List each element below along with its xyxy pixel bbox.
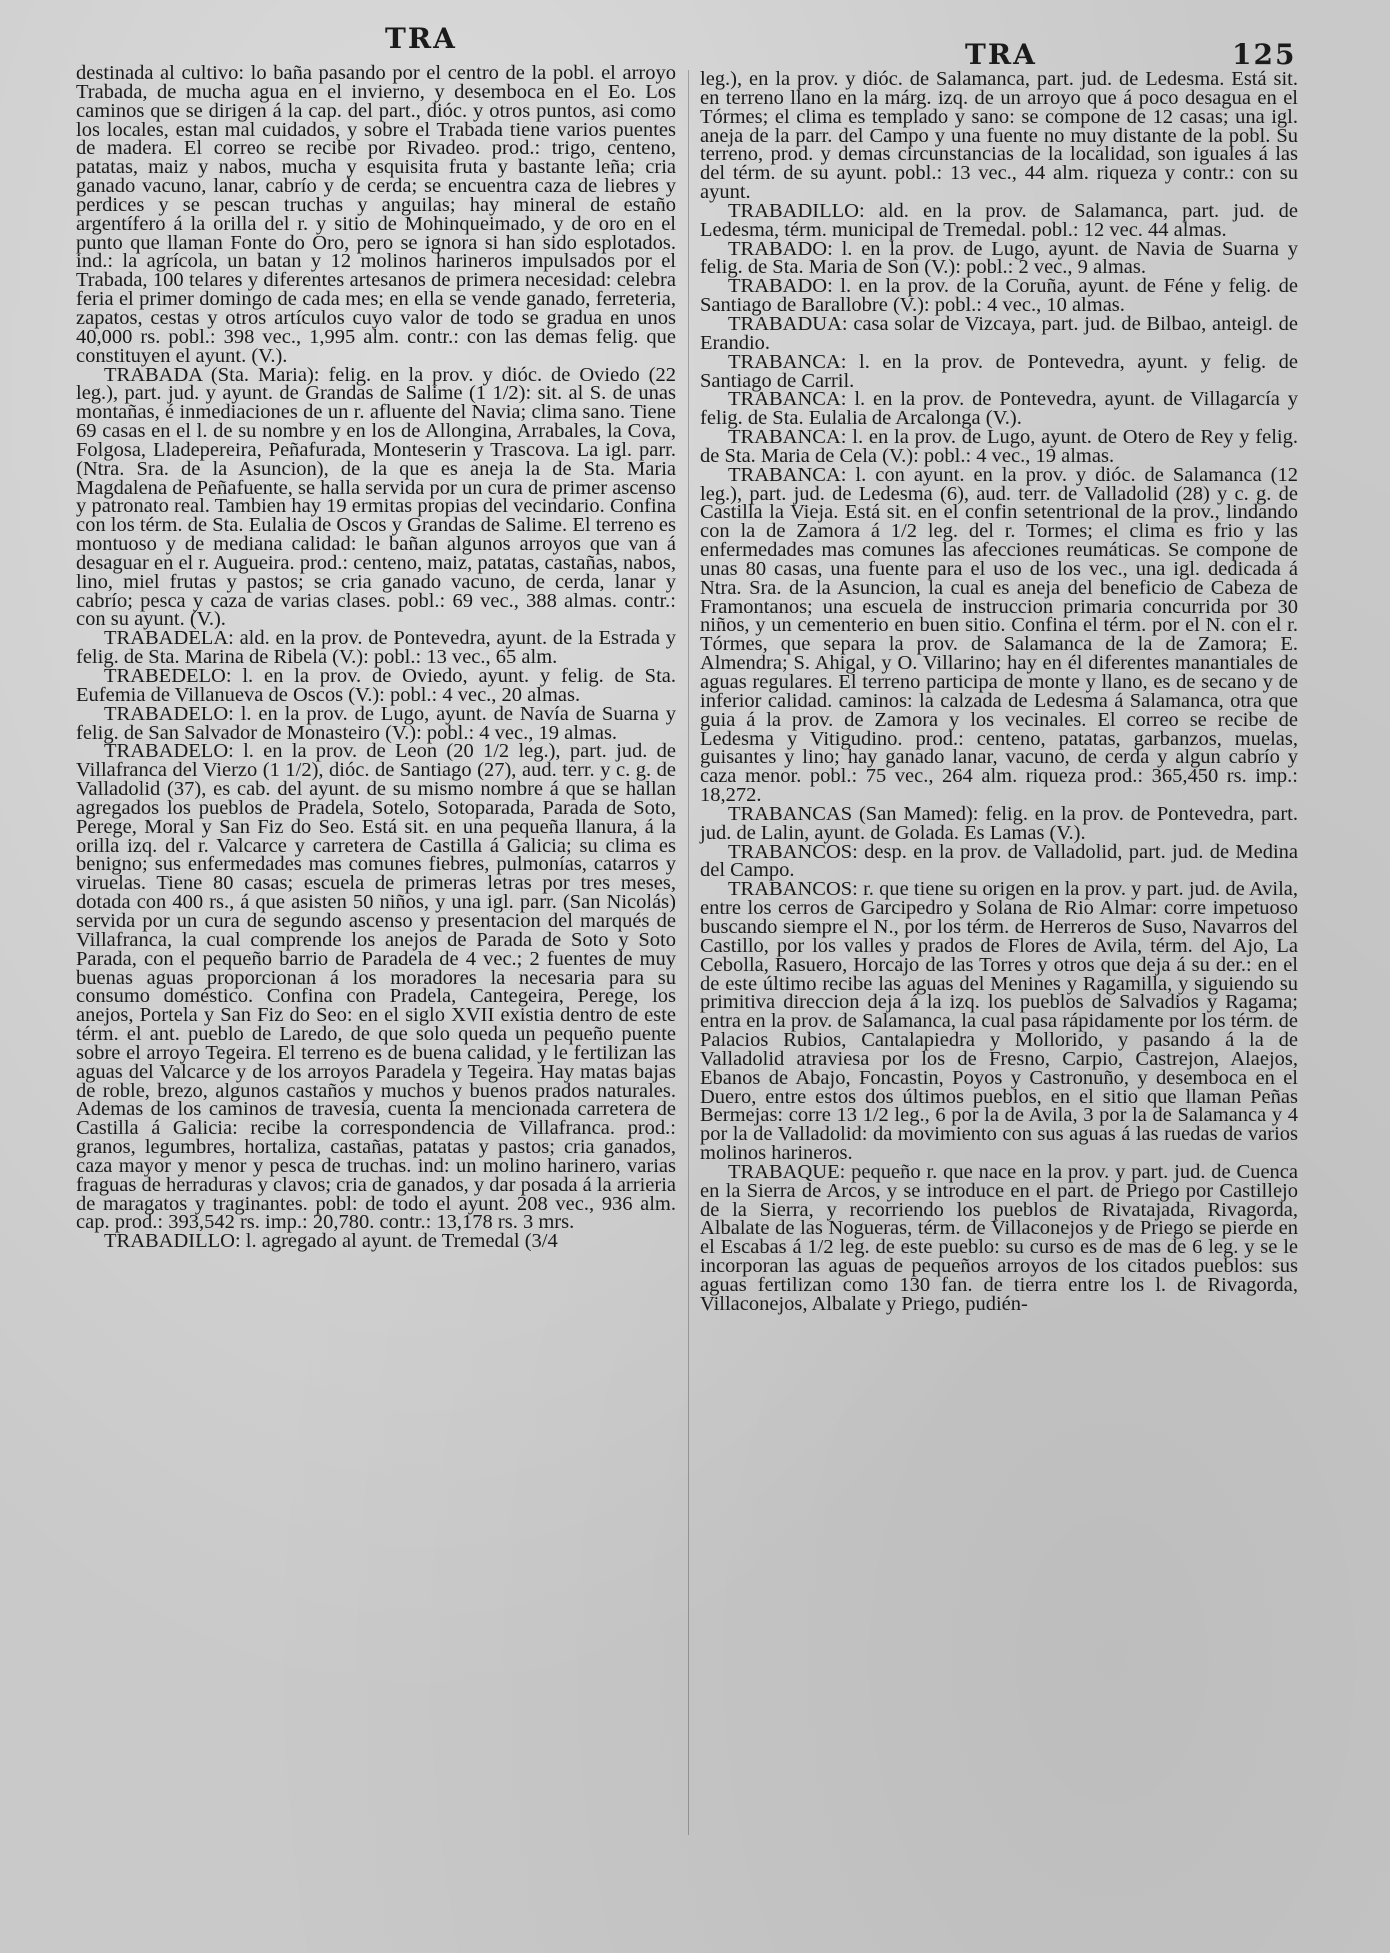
dictionary-entry: TRABADELA: ald. en la prov. de Pontevedra, ayunt. de la Estrada y felig. de Sta. Marina de Ribela (V.): pobl.: 13 vec., 65 alm. <box>76 627 676 669</box>
dictionary-entry: TRABADO: l. en la prov. de Lugo, ayunt. de Navia de Suarna y felig. de Sta. Maria de Son (V.): pobl.: 2 vec., 9 almas. <box>700 237 1298 279</box>
dictionary-entry: TRABADUA: casa solar de Vizcaya, part. jud. de Bilbao, anteigl. de Erandio. <box>700 312 1298 354</box>
dictionary-entry: leg.), en la prov. y dióc. de Salamanca, part. jud. de Ledesma. Está sit. en terreno llano en la márg. izq. de un arroyo que á poco desagua en el Tórmes; el clima es templado y sano: se compone de 12 casas; una igl. aneja de la parr. del Campo y una fuente no muy distante de la pobl. Su terreno, prod. y demas circunstancias de la localidad, son iguales á las del térm. de su ayunt. pobl.: 13 vec., 44 alm. riqueza y contr.: con su ayunt. <box>700 68 1298 204</box>
dictionary-entry: destinada al cultivo: lo baña pasando por el centro de la pobl. el arroyo Trabada, de mucha agua en el invierno, y desemboca en el Eo. Los caminos que se dirigen á la cap. del part., dióc. y otros puntos, asi como los locales, estan mal cuidados, y sobre el Trabada tiene varios puentes de madera. El correo se recibe por Rivadeo. prod.: trigo, centeno, patatas, maiz y nabos, mucha y esquisita fruta y bastante leña; cria ganado vacuno, lanar, cabrío y de cerda; se encuentra caza de liebres y perdices y se pescan truchas y anguilas; hay mineral de estaño argentífero á la orilla del r. y sitio de Mohinqueimado, y de oro en el punto que llaman Fonte do Oro, pero se ignora si han sido esplotados. ind.: la agrícola, un batan y 12 molinos harineros impulsados por el Trabada, 100 telares y diferentes artesanos de primera necesidad: celebra feria el primer domingo de cada mes; en ella se vende ganado, ferreteria, zapatos, cestas y otros artículos cuyo valor de todo se gradua en unos 40,000 rs. pobl.: 398 vec., 1,995 alm. contr.: con las demas felig. que constituyen el ayunt. (V.). <box>76 62 676 367</box>
dictionary-entry: TRABADILLO: l. agregado al ayunt. de Tremedal (3/4 <box>104 1230 558 1253</box>
column-divider <box>688 70 689 1835</box>
dictionary-entry: TRABADELO: l. en la prov. de Lugo, ayunt. de Navía de Suarna y felig. de San Salvador de Monasteiro (V.): pobl.: 4 vec., 19 almas. <box>76 702 676 744</box>
dictionary-entry: TRABANCOS: r. que tiene su origen en la prov. y part. jud. de Avila, entre los cerros de Garcipedro y Solana de Rio Almar: corre impetuoso buscando siempre el N., por los térm. de Herreros de Suso, Navarros del Castillo, por los valles y prados de Flores de Avila, térm. del Ajo, La Cebolla, Rasuero, Horcajo de las Torres y otros que deja á su der.: en el de este último recibe las aguas del Menines y Ragamilla, y siguiendo su primitiva direccion deja á la izq. los pueblos de Salvadios y Ragama; entra en la prov. de Salamanca, la cual pasa rápidamente por los térm. de Palacios Rubios, Cantalapiedra y Mollorido, y pasando á la de Valladolid atraviesa por los de Fresno, Carpio, Castrejon, Alaejos, Ebanos de Abajo, Foncastin, Poyos y Castronuño, y desemboca en el Duero, entre estos dos últimos pueblos, en el sitio que llaman Peñas Bermejas: corre 13 1/2 leg., 6 por la de Avila, 3 por la de Salamanca y 4 por la de Valladolid: da movimiento con sus aguas á las ruedas de varios molinos harineros. <box>700 878 1298 1165</box>
dictionary-entry: TRABADILLO: ald. en la prov. de Salamanca, part. jud. de Ledesma, térm. municipal de Tremedal. pobl.: 12 vec. 44 almas. <box>700 199 1298 241</box>
right-column <box>700 70 1298 1314</box>
dictionary-entry: TRABADELO: l. en la prov. de Leon (20 1/2 leg.), part. jud. de Villafranca del Vierzo (1 1/2), dióc. de Santiago (27), aud. terr. y c. g. de Valladolid (37), es cab. del ayunt. de su mismo nombre á que se hallan agregados los pueblos de Pradela, Sotelo, Sotoparada, Parada de Soto, Perege, Moral y San Fiz do Seo. Está sit. en una pequeña llanura, á la orilla izq. del r. Valcarce y carretera de Castilla á Galicia; su clima es benigno; sus enfermedades mas comunes fiebres, pulmonías, catarros y viruelas. Tiene 80 casas; escuela de primeras letras por tres meses, dotada con 400 rs., á que asisten 50 niños, y una igl. parr. (San Nicolás) servida por un cura de segundo ascenso y presentacion del marqués de Villafranca, la cual comprende los anejos de Parada de Soto y Soto Parada, con el pequeño barrio de Paradela de 4 vec.; 2 fuentes de muy buenas aguas proporcionan á los moradores la necesaria para su consumo doméstico. Confina con Pradela, Cantegeira, Perege, los anejos, Portela y San Fiz do Seo: en el siglo XVII existia dentro de este térm. el ant. pueblo de Laredo, de que solo queda un pequeño puente sobre el arroyo Tegeira. El terreno es de buena calidad, y le fertilizan las aguas del Valcarce y de los arroyos Paradela y Tegeira. Hay matas bajas de roble, brezo, algunos castaños y muchos y buenos prados naturales. Ademas de los caminos de travesia, cuenta la mencionada carretera de Castilla á Galicia: recibe la correspondencia de Villafranca. prod.: granos, legumbres, hortaliza, castañas, patatas y pastos; cria ganados, caza mayor y menor y pesca de truchas. ind: un molino harinero, varias fraguas de herraduras y clavos; cria de ganados, y dar posada á la arrieria de maragatos y traginantes. pobl: de todo el ayunt. 208 vec., 936 alm. cap. prod.: 393,542 rs. imp.: 20,780. contr.: 13,178 rs. 3 mrs. <box>76 740 676 1234</box>
left-column <box>76 64 676 1251</box>
dictionary-entry: TRABEDELO: l. en la prov. de Oviedo, ayunt. y felig. de Sta. Eufemia de Villanueva de Oscos (V.): pobl.: 4 vec., 20 almas. <box>76 665 676 706</box>
dictionary-entry: TRABANCOS: desp. en la prov. de Valladolid, part. jud. de Medina del Campo. <box>700 840 1298 882</box>
dictionary-entry: TRABANCA: l. con ayunt. en la prov. y dióc. de Salamanca (12 leg.), part. jud. de Ledesma (6), aud. terr. de Valladolid (28) y c. g. de Castilla la Vieja. Está sit. en el confin setentrional de la prov., lindando con la de Zamora á 1/2 leg. del r. Tormes; el clima es frio y las enfermedades mas comunes las afecciones reumáticas. Se compone de unas 80 casas, una fuente para el uso de los vec., una igl. dedicada á Ntra. Sra. de la Asuncion, la cual es aneja del beneficio de Cabeza de Framontanos; una escuela de instruccion primaria concurrida por 30 niños, y un cementerio en buen sitio. Confina el térm. por el N. con el r. Tórmes, que separa la prov. de Salamanca de la de Zamora; E. Almendra; S. Ahigal, y O. Villarino; hay en él diferentes manantiales de aguas regulares. El terreno participa de monte y llano, es de secano y de inferior calidad. caminos: la calzada de Ledesma á Salamanca, otra que guia á la prov. de Zamora y los vecinales. El correo se recibe de Ledesma y Vitigudino. prod.: centeno, patatas, garbanzos, muelas, guisantes y lino; hay ganado lanar, vacuno, de cerda y algun cabrío y caza menor. pobl.: 75 vec., 264 alm. riqueza prod.: 365,450 rs. imp.: 18,272. <box>700 463 1298 807</box>
dictionary-entry: TRABADA (Sta. Maria): felig. en la prov. y dióc. de Oviedo (22 leg.), part. jud. y ayunt. de Grandas de Salime (1 1/2): sit. al S. de unas montañas, é inmediaciones de un r. afluente del Navia; clima sano. Tiene 69 casas en el l. de su nombre y en los de Allongina, Arrabales, la Cova, Folgosa, Lladepereira, Peñafurada, Monteserin y Trascova. La igl. parr. (Ntra. Sra. de la Asuncion), de la que es aneja la de Sta. Maria Magdalena de Peñafuente, se halla servida por un cura de primer ascenso y patronato real. Tambien hay 19 ermitas propias del vecindario. Confina con los térm. de Sta. Eulalia de Oscos y Grandas de Salime. El terreno es montuoso y de mediana calidad: le bañan algunos arroyos que van á desaguar en el r. Augueira. prod.: centeno, maiz, patatas, castañas, nabos, lino, miel frutas y pastos; se cria ganado vacuno, de cerda, lanar y cabrío; pesca y caza de varias clases. pobl.: 69 vec., 388 almas. contr.: con su ayunt. (V.). <box>76 363 676 631</box>
running-head-left: TRA <box>385 22 457 55</box>
dictionary-entry: TRABAQUE: pequeño r. que nace en la prov. y part. jud. de Cuenca en la Sierra de Arcos, y se introduce en el part. de Priego por Castillejo de la Sierra, y recorriendo los pueblos de Rivatajada, Rivagorda, Albalate de las Nogueras, térm. de Villaconejos y de Priego se pierde en el Escabas á 1/2 leg. de este pueblo: su curso es de mas de 6 leg. y se le incorporan las aguas de pequeños arroyos de los citados pueblos: sus aguas fertilizan como 130 fan. de tierra entre los l. de Rivagorda, Villaconejos, Albalate y Priego, pudién- <box>700 1160 1298 1315</box>
dictionary-entry: TRABANCA: l. en la prov. de Lugo, ayunt. de Otero de Rey y felig. de Sta. Maria de Cela (V.): pobl.: 4 vec., 19 almas. <box>700 426 1298 467</box>
page-number: 125 <box>1232 38 1297 71</box>
dictionary-entry: TRABADO: l. en la prov. de la Coruña, ayunt. de Féne y felig. de Santiago de Barallobre (V.): pobl.: 4 vec., 10 almas. <box>700 275 1298 317</box>
dictionary-entry: TRABANCAS (San Mamed): felig. en la prov. de Pontevedra, part. jud. de Lalin, ayunt. de Golada. Es Lamas (V.). <box>700 802 1298 844</box>
dictionary-entry: TRABANCA: l. en la prov. de Pontevedra, ayunt. y felig. de Santiago de Carril. <box>700 350 1298 392</box>
dictionary-entry: TRABANCA: l. en la prov. de Pontevedra, ayunt. de Villagarcía y felig. de Sta. Eulalia de Arcalonga (V.). <box>700 388 1298 430</box>
running-head-right: TRA <box>965 38 1037 71</box>
